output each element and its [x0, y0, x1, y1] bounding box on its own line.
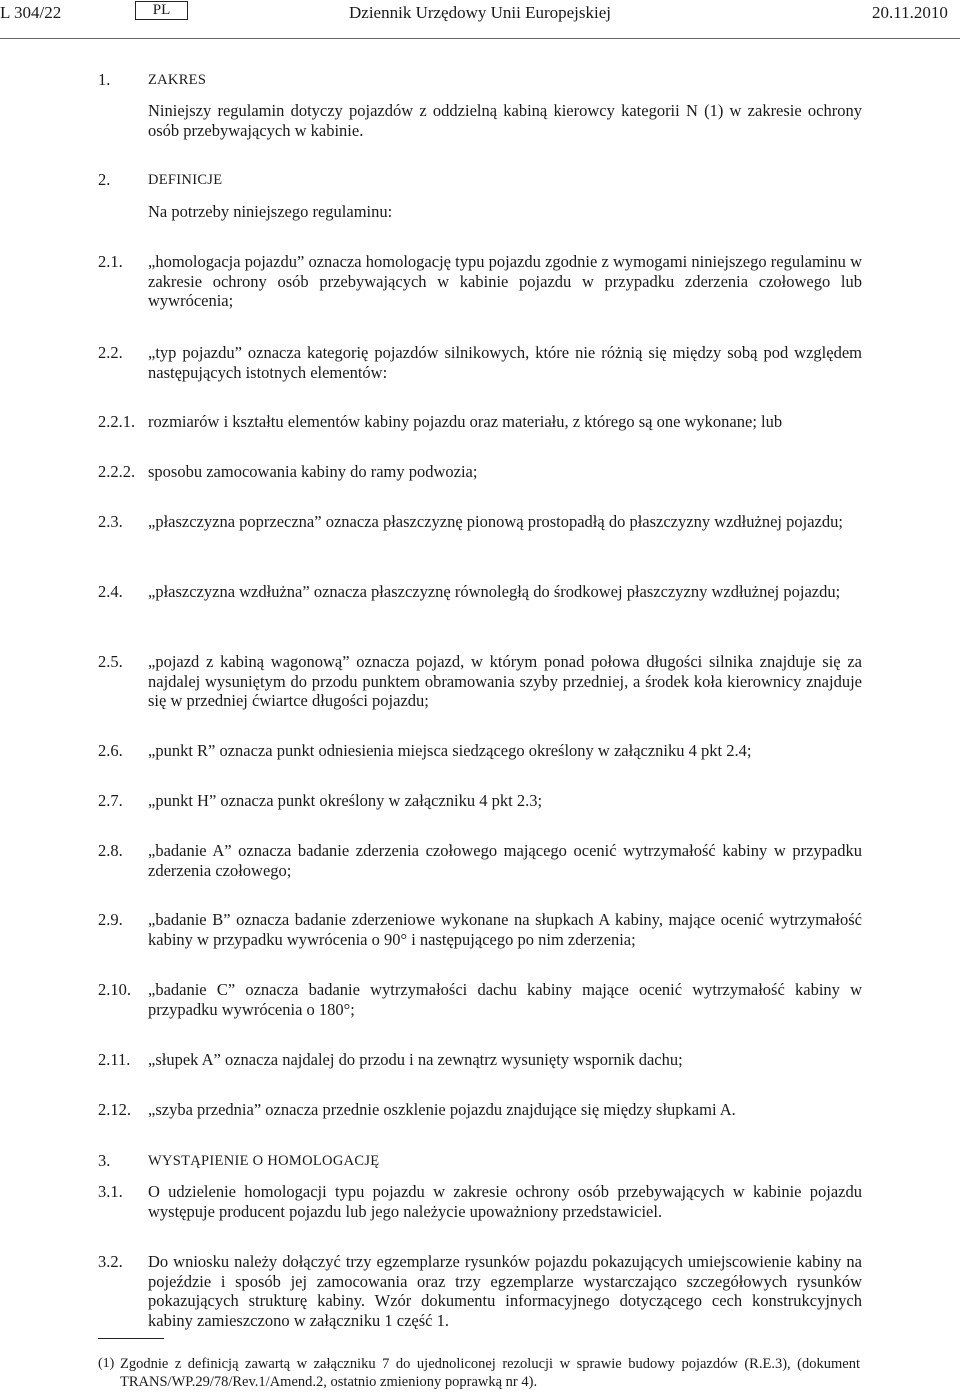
- paragraph-scope: Niniejszy regulamin dotyczy pojazdów z oddzielną kabiną kierowcy kategorii N (1) w zakresie ochrony osób przebywających w kabinie.: [148, 101, 862, 140]
- definition-item: „pojazd z kabiną wagonową” oznacza pojazd, w którym ponad połowa długości silnika znajduje się za najdalej wysuniętym do przodu punktem obramowania szyby przedniej, a środek koła kierownicy znajduje się w przedniej ćwiartce długości pojazdu;: [148, 652, 862, 710]
- section-heading-application: WYSTĄPIENIE O HOMOLOGACJĘ: [148, 1153, 380, 1169]
- application-item: O udzielenie homologacji typu pojazdu w zakresie ochrony osób przebywających w kabinie pojazdu występuje producent pojazdu lub jego należycie upoważniony przedstawiciel.: [148, 1182, 862, 1221]
- footnote-marker: (1): [98, 1356, 115, 1371]
- page-reference: L 304/22: [0, 3, 62, 22]
- item-number: 2.11.: [98, 1050, 131, 1069]
- item-number: 2.12.: [98, 1100, 131, 1119]
- paragraph-definitions-intro: Na potrzeby niniejszego regulaminu:: [148, 202, 393, 221]
- item-number: 2.6.: [98, 741, 123, 760]
- publication-date: 20.11.2010: [872, 3, 948, 22]
- item-number: 2.4.: [98, 582, 123, 601]
- definition-subitem: sposobu zamocowania kabiny do ramy podwozia;: [148, 462, 478, 481]
- definition-item: „punkt R” oznacza punkt odniesienia miejsca siedzącego określony w załączniku 4 pkt 2.4;: [148, 741, 752, 760]
- footnote-rule: [98, 1338, 164, 1339]
- section-number: 2.: [98, 170, 111, 189]
- item-number: 2.3.: [98, 512, 123, 531]
- definition-item: „punkt H” oznacza punkt określony w załączniku 4 pkt 2.3;: [148, 791, 543, 810]
- item-number: 3.1.: [98, 1182, 123, 1201]
- item-number: 2.2.: [98, 343, 123, 362]
- definition-item: „płaszczyzna poprzeczna” oznacza płaszczyznę pionową prostopadłą do płaszczyzny wzdłużnej pojazdu;: [148, 512, 843, 531]
- definition-item: „słupek A” oznacza najdalej do przodu i na zewnątrz wysunięty wspornik dachu;: [148, 1050, 683, 1069]
- definition-item: „homologacja pojazdu” oznacza homologację typu pojazdu zgodnie z wymogami niniejszego regulaminu w zakresie ochrony osób przebywających w kabinie pojazdu w przypadku zderzenia czołowego lub wywrócenia;: [148, 252, 862, 310]
- definition-item: „badanie B” oznacza badanie zderzeniowe wykonane na słupkach A kabiny, mające ocenić wytrzymałość kabiny w przypadku wywrócenia o 90° i następującego po nim zderzenia;: [148, 910, 862, 949]
- item-number: 2.10.: [98, 980, 131, 999]
- item-number: 3.2.: [98, 1252, 123, 1271]
- footnote-text: Zgodnie z definicją zawartą w załączniku 7 do ujednoliconej rezolucji w sprawie budowy pojazdów (R.E.3), (dokument TRANS/WP.29/78/Rev.1/Amend.2, ostatnio zmieniony poprawką nr 4).: [120, 1356, 860, 1390]
- definition-item: „badanie A” oznacza badanie zderzenia czołowego mającego ocenić wytrzymałość kabiny w przypadku zderzenia czołowego;: [148, 841, 862, 880]
- definition-subitem: rozmiarów i kształtu elementów kabiny pojazdu oraz materiału, z którego są one wykonane; lub: [148, 412, 783, 431]
- section-number: 3.: [98, 1151, 111, 1170]
- item-number: 2.5.: [98, 652, 123, 671]
- definition-item: „badanie C” oznacza badanie wytrzymałości dachu kabiny mające ocenić wytrzymałość kabiny w przypadku wywrócenia o 180°;: [148, 980, 862, 1019]
- item-number: 2.2.1.: [98, 412, 136, 431]
- section-heading-zakres: ZAKRES: [148, 72, 207, 88]
- section-number: 1.: [98, 70, 111, 89]
- journal-title: Dziennik Urzędowy Unii Europejskiej: [349, 3, 612, 22]
- item-number: 2.1.: [98, 252, 123, 271]
- application-item: Do wniosku należy dołączyć trzy egzemplarze rysunków pojazdu pokazujących umiejscowienie kabiny na pojeździe i sposób jej zamocowania oraz trzy egzemplarze wystarczająco szczegółowych rysunków pokazujących strukturę kabiny. Wzór dokumentu informacyjnego dotyczącego cech konstrukcyjnych kabiny zamieszczono w załączniku 1 część 1.: [148, 1252, 862, 1330]
- definition-item: „płaszczyzna wzdłużna” oznacza płaszczyznę równoległą do środkowej płaszczyzny wzdłużnej pojazdu;: [148, 582, 841, 601]
- section-heading-definicje: DEFINICJE: [148, 172, 223, 188]
- item-number: 2.2.2.: [98, 462, 136, 481]
- item-number: 2.9.: [98, 910, 123, 929]
- language-box: PL: [135, 1, 188, 20]
- header-rule: [0, 38, 960, 39]
- definition-item: „szyba przednia” oznacza przednie oszklenie pojazdu znajdujące się między słupkami A.: [148, 1100, 736, 1119]
- item-number: 2.8.: [98, 841, 123, 860]
- definition-item: „typ pojazdu” oznacza kategorię pojazdów silnikowych, które nie różnią się między sobą pod względem następujących istotnych elementów:: [148, 343, 862, 382]
- item-number: 2.7.: [98, 791, 123, 810]
